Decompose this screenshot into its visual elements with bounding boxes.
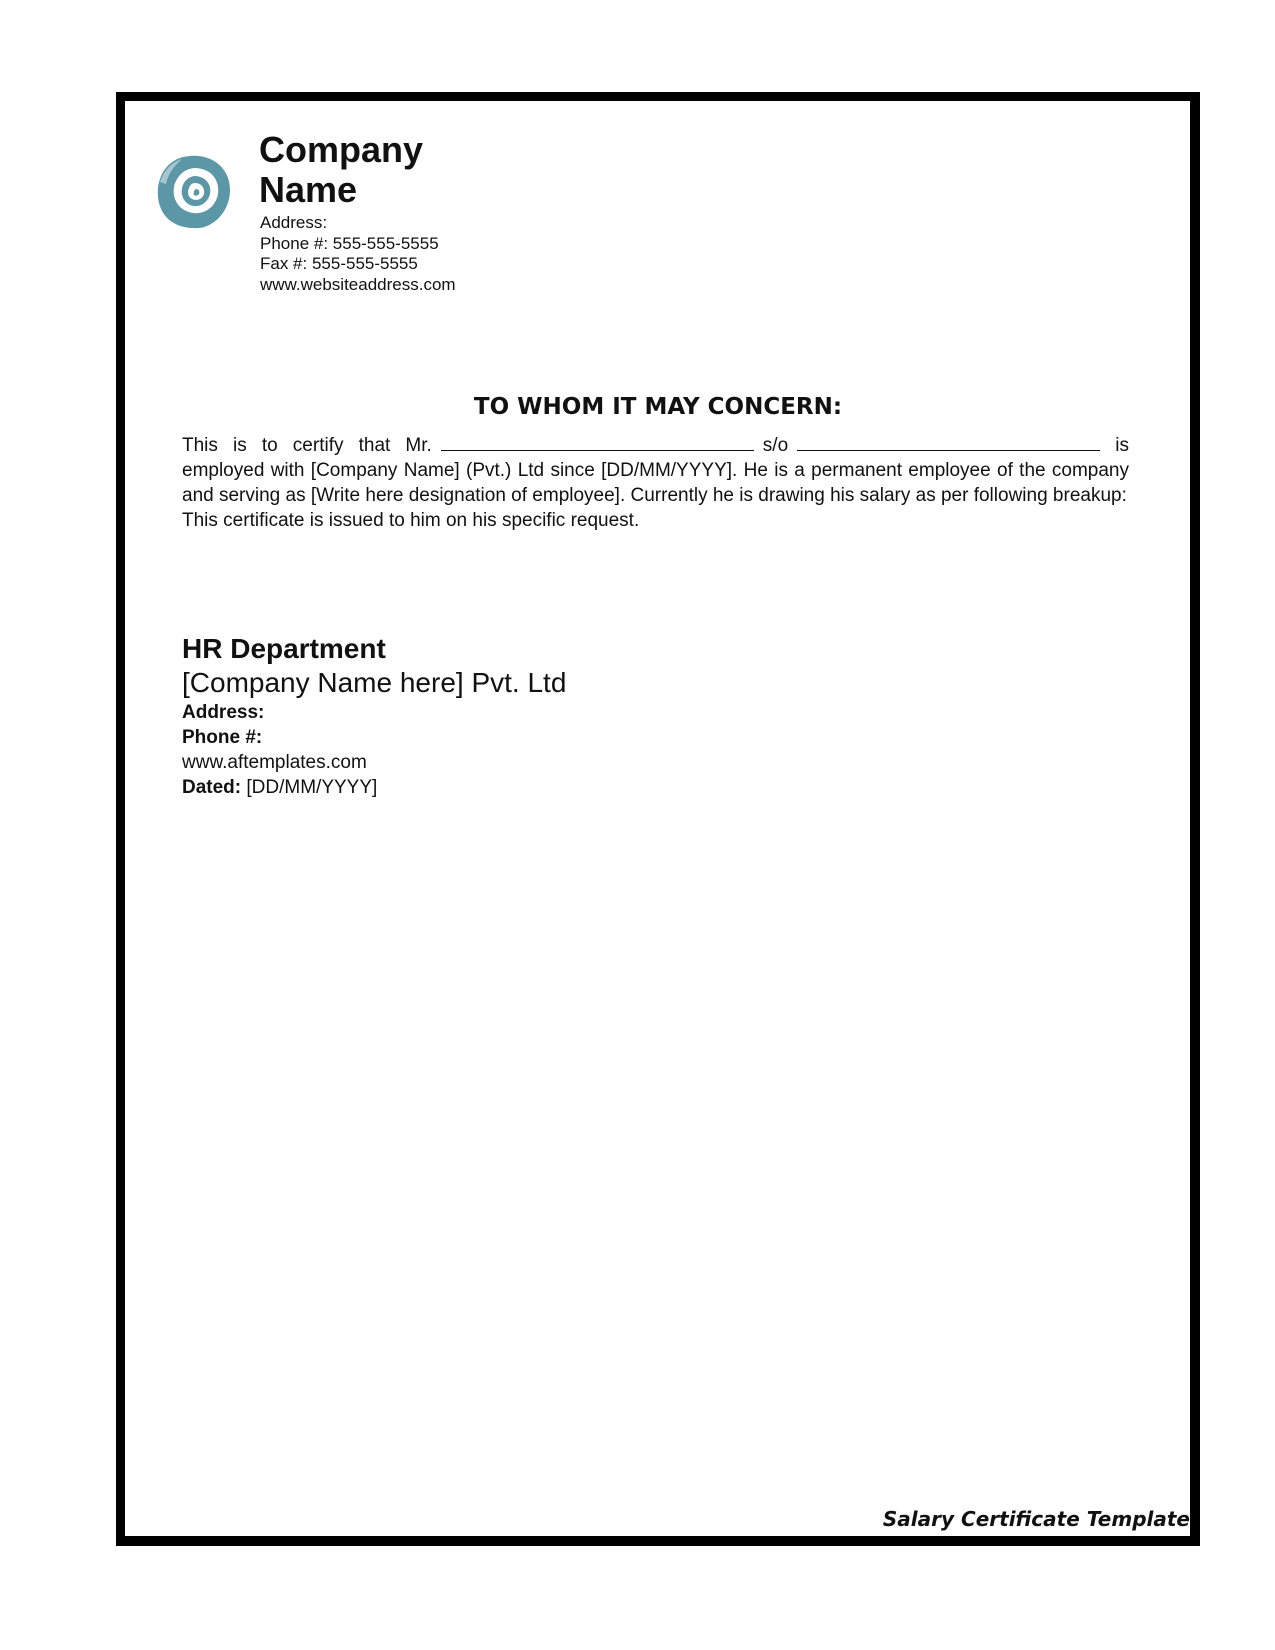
signature-block [182, 632, 566, 800]
certify-paragraph [182, 432, 1129, 508]
so-label: s/o [762, 435, 789, 456]
rose-logo-icon [154, 152, 234, 232]
dated-label: Dated: [182, 777, 242, 798]
is-label: is [1115, 435, 1130, 456]
signature-phone-label: Phone #: [182, 727, 263, 748]
hr-department: HR Department [182, 633, 386, 664]
certify-prefix: This is to certify that Mr. [182, 435, 432, 456]
closing-sentence: This certificate is issued to him on his specific request. [182, 510, 640, 531]
company-contact-block [260, 213, 456, 295]
parent-name-blank [797, 432, 1100, 451]
company-fax: Fax #: 555-555-5555 [260, 254, 418, 273]
signature-company: [Company Name here] Pvt. Ltd [182, 667, 567, 698]
company-website: www.websiteaddress.com [260, 274, 456, 294]
signature-website: www.aftemplates.com [182, 752, 367, 773]
page-border [116, 92, 1200, 1546]
dated-value: [DD/MM/YYYY] [246, 777, 378, 798]
letter-body [182, 432, 1129, 533]
company-phone: Phone #: 555-555-5555 [260, 233, 439, 253]
company-address: Address: [260, 213, 328, 232]
letter-heading: TO WHOM IT MAY CONCERN: [473, 394, 843, 420]
template-title: Salary Certificate Template [882, 1507, 1190, 1531]
employee-name-blank [441, 432, 754, 451]
company-name: Company Name [259, 129, 424, 210]
certify-paragraph-text: employed with [Company Name] (Pvt.) Ltd since [DD/MM/YYYY]. He is a permanent employee of the company and serving as [Write here designation of employee]. Currently he is drawing his salary as per following breakup: [182, 460, 1129, 506]
signature-address-label: Address: [182, 702, 265, 723]
